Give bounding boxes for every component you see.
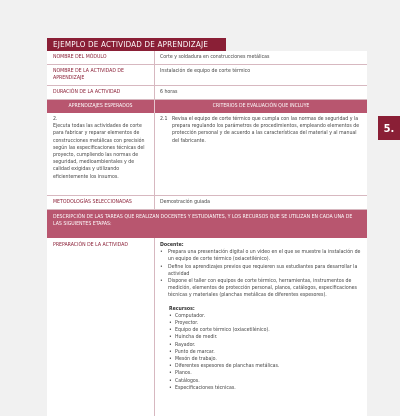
activity-name-value: Instalación de equipo de corte térmico [160, 68, 251, 74]
sheet-title: EJEMPLO DE ACTIVIDAD DE APRENDIZAJE [47, 38, 226, 51]
resource-item [160, 385, 362, 392]
methodology-label: METODOLOGÍAS SELECCIONADAS [47, 196, 155, 209]
methodology-row [47, 196, 367, 210]
resource-text: Proyector. [175, 320, 199, 327]
resource-text: Rayador. [175, 341, 196, 348]
chapter-badge: 5. [378, 116, 400, 140]
resource-text: Huincha de medir. [175, 334, 218, 341]
resource-item [160, 313, 362, 320]
learning-header: APRENDIZAJES ESPERADOS [47, 100, 155, 113]
duration-row [47, 86, 367, 100]
bullet-icon: • [160, 278, 163, 285]
learning-text: Ejecuta todas las actividades de corte para fabricar y reparar elementos de construcciones metálicas con precisión según las especificaciones técnicas del proyecto, cumpliendo las normas de seguridad, medioambientales y de calidad exigidas y utilizando eficientemente los insumos. [53, 123, 145, 180]
teacher-item-text: Dispone el taller con equipos de corte térmico, herramientas, instrumentos de medición, elementos de protección personal, planos, catálogos, especificaciones técnicas y materiales (planchas metálicas de diferentes espesores). [168, 278, 357, 299]
criterion-number: 2.1 [160, 116, 168, 122]
bullet-icon: • [169, 363, 172, 370]
criteria-header [47, 100, 367, 113]
activity-name-row [47, 65, 367, 86]
module-value: Corte y soldadura en construcciones metálicas [160, 54, 270, 60]
task-description-header: DESCRIPCIÓN DE LAS TAREAS QUE REALIZAN DOCENTES Y ESTUDIANTES, Y LOS RECURSOS QUE SE UTILIZAN EN CADA UNA DE LAS SIGUIENTES ETAPAS: [47, 210, 367, 238]
module-row [47, 51, 367, 65]
resource-item [160, 327, 362, 334]
evaluation-header: CRITERIOS DE EVALUACIÓN QUE INCLUYE [212, 103, 310, 109]
resource-item [160, 370, 362, 377]
resource-text: Mesón de trabajo. [175, 356, 217, 363]
activity-name-label: NOMBRE DE LA ACTIVIDAD DE APRENDIZAJE [47, 65, 155, 85]
resource-text: Diferentes espesores de planchas metálicas. [175, 363, 280, 370]
resource-item [160, 342, 362, 349]
module-label: NOMBRE DEL MÓDULO [47, 51, 155, 64]
resources-label: Recursos: [169, 305, 195, 312]
teacher-item-text: Prepara una presentación digital o un video en el que se muestre la instalación de un equipo de corte térmico (oxiacetilénico). [168, 249, 361, 263]
resource-item [160, 378, 362, 385]
resource-item [160, 334, 362, 341]
learning-number: 2. [53, 116, 58, 122]
resource-item [160, 349, 362, 356]
teacher-label: Docente: [160, 242, 184, 248]
teacher-item-text: Define los aprendizajes previos que requieren sus estudiantes para desarrollar la actividad [168, 263, 358, 277]
resource-text: Planos. [175, 370, 192, 377]
resource-item [160, 363, 362, 370]
resource-text: Computador. [175, 312, 206, 319]
bullet-icon: • [160, 263, 163, 270]
resource-text: Especificaciones técnicas. [175, 384, 236, 391]
criterion-text: Revisa el equipo de corte térmico que cumpla con las normas de seguridad y la prepara regulando los parámetros de procedimientos, empleando elementos de protección personal y de acuerdo a las características del material y al manual del fabricante. [172, 116, 360, 144]
preparation-content [155, 238, 367, 416]
bullet-icon: • [169, 356, 172, 363]
bullet-icon: • [169, 341, 172, 348]
methodology-value: Demostración guiada [160, 199, 210, 205]
criteria-row [47, 113, 367, 196]
bullet-icon: • [169, 327, 172, 334]
resource-text: Equipo de corte térmico (oxiacetilénico). [175, 327, 270, 334]
resource-text: Punto de marcar. [175, 348, 215, 355]
teacher-item [160, 278, 362, 300]
bullet-icon: • [169, 377, 172, 384]
teacher-item [160, 249, 362, 263]
bullet-icon: • [169, 370, 172, 377]
bullet-icon: • [169, 334, 172, 341]
bullet-icon: • [169, 312, 172, 319]
bullet-icon: • [169, 348, 172, 355]
activity-sheet [47, 38, 367, 416]
bullet-icon: • [160, 249, 163, 256]
preparation-row [47, 238, 367, 416]
duration-value: 6 horas [160, 89, 178, 95]
teacher-item [160, 264, 362, 278]
duration-label: DURACIÓN DE LA ACTIVIDAD [47, 86, 155, 99]
learning-outcome [47, 113, 155, 195]
bullet-icon: • [169, 320, 172, 327]
preparation-label: PREPARACIÓN DE LA ACTIVIDAD [47, 238, 155, 416]
evaluation-criterion [155, 113, 367, 195]
resource-text: Catálogos. [175, 377, 200, 384]
bullet-icon: • [169, 384, 172, 391]
